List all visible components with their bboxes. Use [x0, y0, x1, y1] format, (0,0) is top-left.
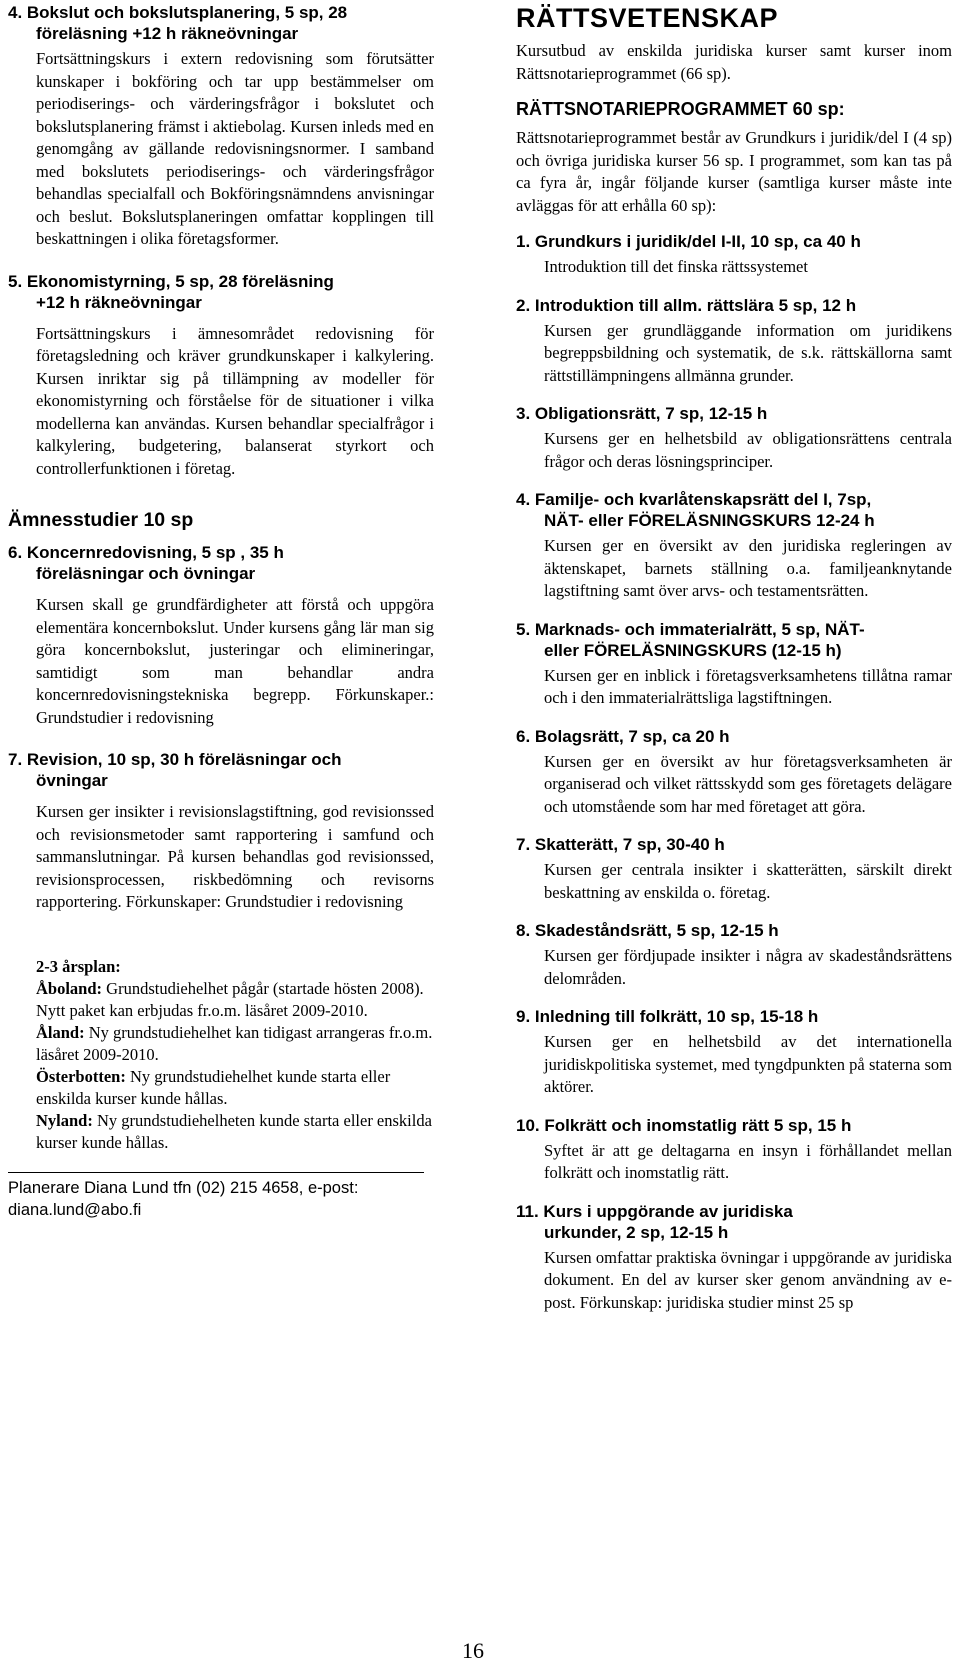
section-7-body: Kursen ger insikter i revisionslagstiftning, god revisionssed och revisionsmetoder samt rapportering i samfund och sammanslutningar. På kursen behandlas god revisionssed, revisionsprocessen, riskbedömning och revisorns rapportering. Förkunskaper: Grundstudier i redovisning — [36, 802, 434, 911]
plan-aboland-label: Åboland: — [36, 978, 103, 998]
section-5 — [8, 271, 434, 481]
program-title: RÄTTSNOTARIEPROGRAMMET 60 sp: — [516, 99, 845, 119]
course-heading — [516, 1115, 952, 1136]
course-item — [516, 295, 952, 388]
plan-aboland — [8, 978, 434, 1022]
left-column — [8, 0, 434, 1221]
course-title-line1: 9. Inledning till folkrätt, 10 sp, 15-18 h — [516, 1007, 819, 1026]
course-item — [516, 231, 952, 279]
course-item — [516, 1201, 952, 1315]
course-item — [516, 1115, 952, 1185]
plan-nyland-label: Nyland: — [36, 1110, 93, 1130]
course-list — [516, 231, 952, 1314]
right-column — [516, 0, 952, 1330]
course-description: Kursen ger en översikt av den juridiska regleringen av äktenskapet, barnets ställning o.a. familjeanknytande lagstiftning samt över arvs- och testamentsrätten. — [544, 536, 952, 600]
course-description: Syftet är att ge deltagarna en insyn i förhållandet mellan folkrätt och inomstatlig rätt. — [544, 1140, 952, 1182]
plan-aland — [8, 1022, 434, 1066]
course-description: Kursen ger fördjupade insikter i några av skadeståndsrättens delområden. — [544, 946, 952, 988]
course-heading — [516, 295, 952, 316]
section-4 — [8, 0, 434, 251]
rattsvetenskap-title: RÄTTSVETENSKAP — [516, 3, 779, 33]
course-title-line2: urkunder, 2 sp, 12-15 h — [544, 1222, 729, 1242]
section-4-body: Fortsättningskurs i extern redovisning som förutsätter kunskaper i bokföring och tar upp bestämmelser om periodiserings- och värderingsfrågor i bokslutet och bokslutsplanering främst i aktiebolag. Kursen inleds med en genomgång av gällande redovisningsnormer. I samband med bokslutets periodiserings- och värderingsfrågor behandlas specialfall och Bokföringsnämndens anvisningar och beslut. Bokslutsplaneringen omfattar kopplingen till beskattningen i olika företagsformer. — [36, 49, 434, 248]
section-6-heading — [8, 542, 434, 584]
section-7-heading — [8, 749, 434, 791]
section-5-title-line2: +12 h räkneövningar — [36, 292, 202, 312]
section-4-heading — [8, 2, 434, 44]
course-title-line1: 7. Skatterätt, 7 sp, 30-40 h — [516, 835, 725, 854]
section-4-title-line1: 4. Bokslut och bokslutsplanering, 5 sp, 28 — [8, 3, 348, 22]
divider-rule — [8, 1172, 424, 1173]
plan-osterbotten-text: Ny grundstudiehelhet kunde starta eller enskilda kurser kunde hållas. — [36, 1066, 391, 1108]
plan-osterbotten — [8, 1066, 434, 1110]
plan-nyland — [8, 1110, 434, 1154]
course-title-line1: 5. Marknads- och immaterialrätt, 5 sp, NÄT- — [516, 619, 865, 639]
course-item — [516, 619, 952, 710]
course-description: Kursen ger centrala insikter i skatterätten, särskilt direkt beskattning av enskilda o. företag. — [544, 860, 952, 902]
plan-osterbotten-label: Österbotten: — [36, 1066, 126, 1086]
course-heading — [516, 403, 952, 424]
section-5-heading — [8, 271, 434, 313]
rattsvetenskap-intro: Kursutbud av enskilda juridiska kurser samt kurser inom Rättsnotarieprogrammet (66 sp). — [516, 41, 952, 83]
course-title-line1: 1. Grundkurs i juridik/del I-II, 10 sp, ca 40 h — [516, 232, 861, 251]
course-item — [516, 489, 952, 603]
course-heading — [516, 489, 952, 531]
course-item — [516, 403, 952, 473]
course-title-line1: 6. Bolagsrätt, 7 sp, ca 20 h — [516, 726, 730, 746]
page-number: 16 — [462, 1638, 484, 1663]
section-7-title-line1: 7. Revision, 10 sp, 30 h föreläsningar och — [8, 750, 342, 769]
course-description: Kursen ger grundläggande information om juridikens begreppsbildning och systematik, de s.k. rättskällorna samt rättstillämpningens allmänna grunder. — [544, 320, 952, 385]
course-heading — [516, 1201, 952, 1243]
course-item — [516, 726, 952, 819]
course-title-line1: 8. Skadeståndsrätt, 5 sp, 12-15 h — [516, 921, 779, 940]
course-description: Introduktion till det finska rättssystemet — [544, 257, 808, 276]
course-title-line1: 10. Folkrätt och inomstatlig rätt 5 sp, 15 h — [516, 1115, 852, 1135]
section-6 — [8, 542, 434, 729]
course-item — [516, 834, 952, 904]
amnesstudier-heading: Ämnesstudier 10 sp — [8, 509, 194, 531]
course-heading — [516, 834, 952, 855]
course-title-line1: 2. Introduktion till allm. rättslära 5 sp, 12 h — [516, 295, 857, 315]
plan-aland-text: Ny grundstudiehelhet kan tidigast arrangeras fr.o.m. läsåret 2009-2010. — [36, 1022, 433, 1064]
course-description: Kursen ger en inblick i företagsverksamhetens tillåtna ramar och i den immaterialrättsliga lagstiftningen. — [544, 665, 952, 707]
course-heading — [516, 920, 952, 941]
course-heading — [516, 726, 952, 747]
section-5-body: Fortsättningskurs i ämnesområdet redovisning för företagsledning och kräver grundkunskaper i kalkylering. Kursen inriktar sig på tillämpning av modeller för ekonomistyrning och förståelse för de situationer i vilka modellerna kan användas. Kursen behandlar specialfrågor i kalkylering, budgetering, balanserat styrkort och controllerfunktionen i företag. — [36, 323, 434, 478]
plan-aboland-text: Grundstudiehelhet pågår (startade hösten 2008). Nytt paket kan erbjudas fr.o.m. läsåret 2009-2010. — [36, 978, 424, 1020]
course-heading — [516, 619, 952, 661]
course-title-line1: 11. Kurs i uppgörande av juridiska — [516, 1201, 793, 1221]
course-title-line2: eller FÖRELÄSNINGSKURS (12-15 h) — [544, 640, 842, 660]
program-text: Rättsnotarieprogrammet består av Grundkurs i juridik/del I (4 sp) och övriga juridiska kurser 56 sp. I programmet, som kan tas på ca fyra år, ingår följande kurser (samtliga kurser måste inte avläggas för att erhålla 60 sp): — [516, 128, 952, 215]
section-7-title-line2: övningar — [36, 771, 108, 790]
planner-contact: Planerare Diana Lund tfn (02) 215 4658, e-post: diana.lund@abo.fi — [8, 1178, 359, 1219]
course-description: Kursen ger en helhetsbild av det internationella juridiskpolitiska systemet, med tyngdpunkten på staterna som aktörer. — [544, 1032, 952, 1096]
section-4-title-line2: föreläsning +12 h räkneövningar — [36, 24, 299, 43]
plan-heading: 2-3 årsplan: — [36, 956, 121, 976]
course-item — [516, 920, 952, 990]
plan-nyland-text: Ny grundstudiehelheten kunde starta eller enskilda kurser kunde hållas. — [36, 1110, 432, 1152]
course-title-line2: NÄT- eller FÖRELÄSNINGSKURS 12-24 h — [544, 511, 875, 530]
course-item — [516, 1006, 952, 1099]
section-6-body: Kursen skall ge grundfärdigheter att förstå och uppgöra elementära koncernbokslut. Under kursens gång lär man sig göra koncernbokslut, justeringar och elimineringar, samtidigt som man behandlar andra koncernredovisningstekniska begrepp. Förkunskaper.: Grundstudier i redovisning — [36, 595, 434, 727]
course-heading — [516, 231, 952, 252]
plan-aland-label: Åland: — [36, 1022, 85, 1042]
course-description: Kursen ger en översikt av hur företagsverksamheten är organiserad och vilket rättsskydd som ges företagets delägare och utomstående som har med företaget att göra. — [544, 751, 952, 816]
section-7 — [8, 749, 434, 914]
section-6-title-line1: 6. Koncernredovisning, 5 sp , 35 h — [8, 543, 284, 562]
section-6-title-line2: föreläsningar och övningar — [36, 564, 256, 583]
course-title-line1: 3. Obligationsrätt, 7 sp, 12-15 h — [516, 404, 768, 423]
course-description: Kursens ger en helhetsbild av obligationsrättens centrala frågor och deras lösningsprinciper. — [544, 429, 952, 471]
course-title-line1: 4. Familje- och kvarlåtenskapsrätt del I, 7sp, — [516, 490, 872, 509]
course-heading — [516, 1006, 952, 1027]
plan-block — [8, 956, 434, 1154]
section-5-title-line1: 5. Ekonomistyrning, 5 sp, 28 föreläsning — [8, 271, 334, 291]
course-description: Kursen omfattar praktiska övningar i uppgörande av juridiska dokument. En del av kurser sker genom användning av e-post. Förkunskap: juridiska studier minst 25 sp — [544, 1247, 952, 1312]
